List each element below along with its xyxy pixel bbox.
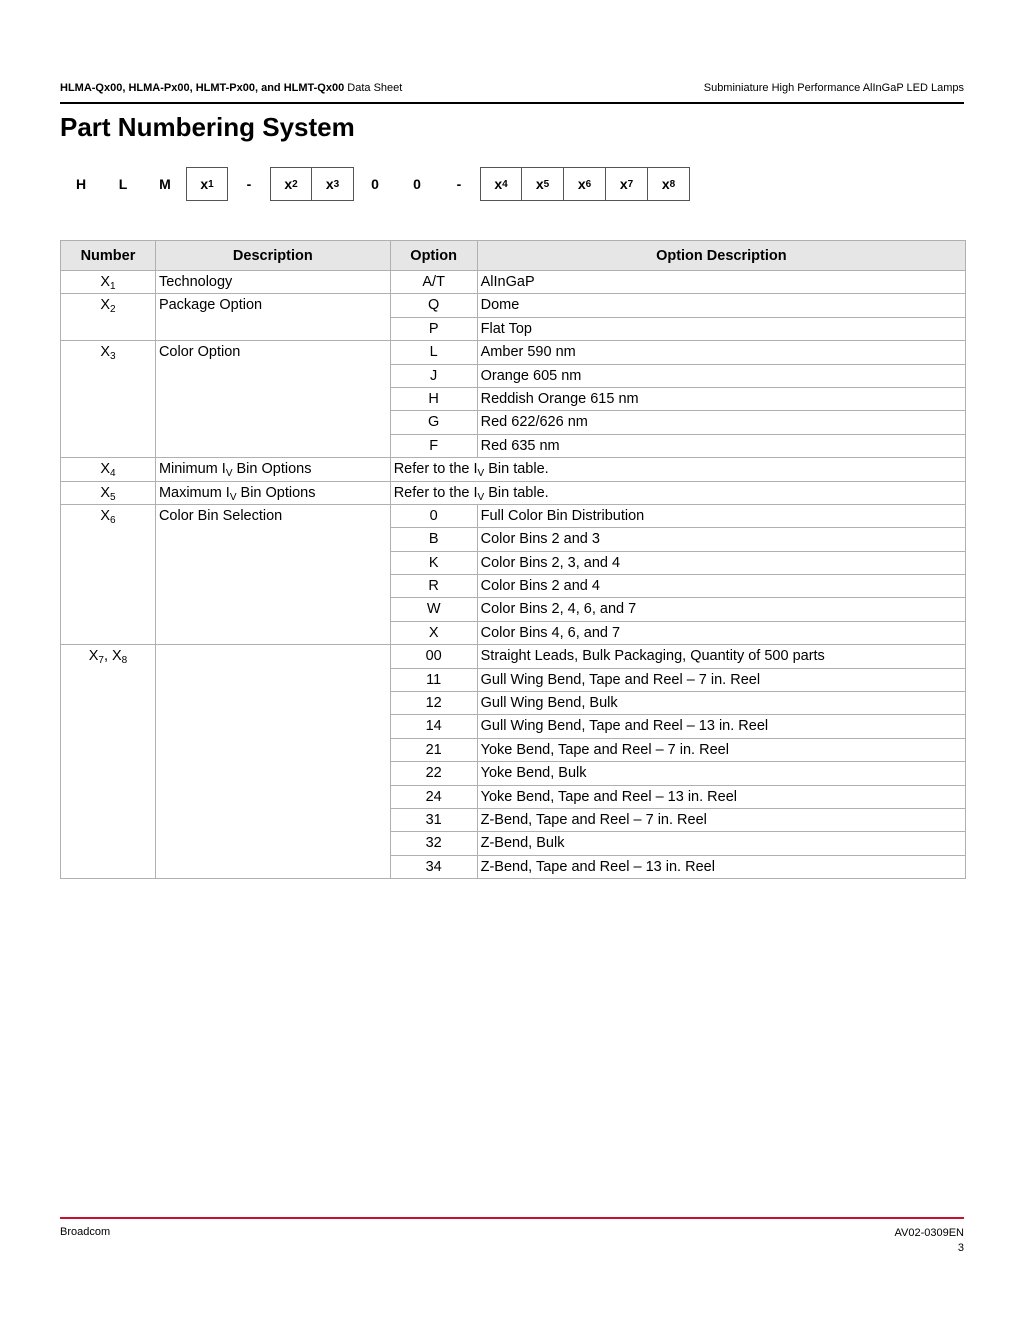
part-number-text: x bbox=[325, 176, 334, 192]
description-text: Bin Options bbox=[236, 484, 316, 501]
description-cell: Color Bin Selection bbox=[155, 504, 390, 644]
option-description-cell: Reddish Orange 615 nm bbox=[477, 387, 965, 410]
part-number-subscript: 3 bbox=[333, 178, 340, 190]
number-subscript: 1 bbox=[110, 281, 116, 292]
part-number-subscript: 7 bbox=[627, 178, 634, 190]
part-number-box bbox=[648, 167, 690, 201]
number-text: , X bbox=[103, 648, 122, 665]
number-subscript: 5 bbox=[110, 491, 116, 503]
part-number-text: x bbox=[577, 176, 586, 192]
option-text: Refer to the I bbox=[393, 484, 478, 501]
option-cell: L bbox=[390, 341, 477, 364]
option-description-cell: Yoke Bend, Bulk bbox=[477, 762, 965, 785]
option-description-cell: AlInGaP bbox=[477, 271, 965, 294]
option-description-cell: Gull Wing Bend, Tape and Reel – 13 in. Reel bbox=[477, 715, 965, 738]
option-text: Bin table. bbox=[484, 484, 549, 501]
number-subscript: 3 bbox=[110, 351, 116, 363]
part-number-text: - bbox=[246, 176, 252, 192]
option-description-cell: Straight Leads, Bulk Packaging, Quantity of 500 parts bbox=[477, 645, 965, 668]
table-row bbox=[61, 271, 966, 294]
page-header bbox=[60, 80, 964, 104]
option-cell: 22 bbox=[390, 762, 477, 785]
number-cell bbox=[61, 481, 156, 504]
part-number-diagram bbox=[60, 167, 690, 201]
part-number-char bbox=[438, 167, 480, 201]
table-row bbox=[61, 341, 966, 364]
part-number-box bbox=[312, 167, 354, 201]
column-header: Number bbox=[61, 241, 156, 271]
footer-company: Broadcom bbox=[60, 1226, 111, 1238]
part-number-char bbox=[144, 167, 186, 201]
number-subscript: 8 bbox=[121, 655, 128, 667]
option-cell: 21 bbox=[390, 738, 477, 761]
option-cell: A/T bbox=[390, 271, 477, 294]
part-number-text: 0 bbox=[413, 176, 421, 192]
option-cell: X bbox=[390, 621, 477, 644]
option-description-cell: Gull Wing Bend, Bulk bbox=[477, 692, 965, 715]
table-row bbox=[61, 504, 966, 527]
number-cell bbox=[61, 271, 156, 294]
page-title: Part Numbering System bbox=[60, 112, 355, 142]
option-description-cell: Dome bbox=[477, 294, 965, 317]
part-number-char bbox=[354, 167, 396, 201]
table-row bbox=[61, 294, 966, 317]
option-cell: 11 bbox=[390, 668, 477, 691]
number-text: X bbox=[100, 461, 111, 478]
part-number-text: L bbox=[118, 176, 128, 192]
option-cell: 12 bbox=[390, 692, 477, 715]
part-number-text: x bbox=[494, 176, 503, 192]
option-cell: W bbox=[390, 598, 477, 621]
description-cell bbox=[155, 458, 390, 481]
part-number-text: x bbox=[200, 176, 209, 192]
header-doc-title: HLMA-Qx00, HLMA-Px00, HLMT-Px00, and HLMT-Qx00 Data Sheet bbox=[60, 82, 403, 94]
option-description-cell: Z-Bend, Tape and Reel – 7 in. Reel bbox=[477, 808, 965, 831]
number-subscript: 2 bbox=[110, 304, 116, 316]
merged-option-cell bbox=[390, 481, 965, 504]
part-number-box bbox=[480, 167, 522, 201]
option-cell: 24 bbox=[390, 785, 477, 808]
number-text: X bbox=[100, 297, 111, 314]
description-text: Minimum I bbox=[158, 461, 226, 478]
number-cell bbox=[61, 341, 156, 458]
description-cell bbox=[155, 645, 390, 879]
number-subscript: 7 bbox=[98, 655, 104, 667]
part-number-text: x bbox=[284, 176, 293, 192]
part-number-text: - bbox=[456, 176, 462, 192]
option-description-cell: Z-Bend, Bulk bbox=[477, 832, 965, 855]
number-text: X bbox=[100, 274, 111, 290]
footer-doc-info bbox=[894, 1226, 964, 1256]
description-cell bbox=[155, 481, 390, 504]
part-number-box bbox=[606, 167, 648, 201]
option-cell: G bbox=[390, 411, 477, 434]
option-cell: 14 bbox=[390, 715, 477, 738]
part-number-text: x bbox=[535, 176, 544, 192]
part-number-box bbox=[270, 167, 312, 201]
option-cell: H bbox=[390, 387, 477, 410]
part-number-char bbox=[60, 167, 102, 201]
option-description-cell: Orange 605 nm bbox=[477, 364, 965, 387]
part-number-text: 0 bbox=[371, 176, 379, 192]
description-cell: Technology bbox=[155, 271, 390, 294]
option-description-cell: Color Bins 2 and 4 bbox=[477, 575, 965, 598]
option-cell: R bbox=[390, 575, 477, 598]
option-cell: P bbox=[390, 317, 477, 340]
part-number-char bbox=[228, 167, 270, 201]
number-cell bbox=[61, 504, 156, 644]
option-description-cell: Color Bins 2, 4, 6, and 7 bbox=[477, 598, 965, 621]
footer-doc-id: AV02-0309EN bbox=[894, 1227, 964, 1239]
option-cell: F bbox=[390, 434, 477, 457]
table-header-row bbox=[61, 241, 966, 271]
option-cell: J bbox=[390, 364, 477, 387]
page-footer bbox=[60, 1217, 964, 1254]
page-number: 3 bbox=[957, 1242, 964, 1254]
part-number-text: H bbox=[75, 176, 87, 192]
part-number-box bbox=[522, 167, 564, 201]
part-number-subscript: 8 bbox=[669, 178, 676, 190]
option-description-cell: Color Bins 4, 6, and 7 bbox=[477, 621, 965, 644]
column-header: Description bbox=[155, 241, 390, 271]
part-number-box bbox=[564, 167, 606, 201]
option-cell: K bbox=[390, 551, 477, 574]
part-number-text: x bbox=[619, 176, 628, 192]
table-row bbox=[61, 481, 966, 504]
description-subscript: V bbox=[225, 468, 233, 480]
option-cell: B bbox=[390, 528, 477, 551]
option-cell: 34 bbox=[390, 855, 477, 878]
option-description-cell: Color Bins 2 and 3 bbox=[477, 528, 965, 551]
option-description-cell: Amber 590 nm bbox=[477, 341, 965, 364]
option-description-cell: Gull Wing Bend, Tape and Reel – 7 in. Reel bbox=[477, 668, 965, 691]
table-row bbox=[61, 645, 966, 668]
part-number-subscript: 1 bbox=[208, 178, 214, 190]
option-subscript: V bbox=[477, 491, 485, 503]
option-cell: 32 bbox=[390, 832, 477, 855]
description-cell: Color Option bbox=[155, 341, 390, 458]
number-subscript: 6 bbox=[110, 514, 116, 526]
option-description-cell: Flat Top bbox=[477, 317, 965, 340]
part-number-subscript: 2 bbox=[292, 178, 298, 190]
option-cell: 31 bbox=[390, 808, 477, 831]
part-number-subscript: 4 bbox=[502, 178, 508, 190]
option-description-cell: Red 622/626 nm bbox=[477, 411, 965, 434]
number-text: X bbox=[100, 484, 111, 501]
option-cell: 0 bbox=[390, 504, 477, 527]
number-text: X bbox=[100, 344, 111, 361]
option-text: Refer to the I bbox=[393, 461, 478, 478]
description-subscript: V bbox=[229, 491, 237, 503]
part-number-subscript: 5 bbox=[543, 178, 550, 190]
number-text: X bbox=[100, 507, 111, 524]
table-row bbox=[61, 458, 966, 481]
part-number-subscript: 6 bbox=[585, 178, 592, 190]
option-subscript: V bbox=[477, 468, 485, 480]
merged-option-cell bbox=[390, 458, 965, 481]
part-number-char bbox=[102, 167, 144, 201]
option-text: Bin table. bbox=[484, 461, 549, 478]
option-cell: 00 bbox=[390, 645, 477, 668]
description-text: Bin Options bbox=[232, 461, 312, 478]
option-description-cell: Red 635 nm bbox=[477, 434, 965, 457]
column-header: Option Description bbox=[477, 241, 965, 271]
header-product-name: Subminiature High Performance AlInGaP LED Lamps bbox=[703, 82, 964, 94]
description-cell: Package Option bbox=[155, 294, 390, 341]
part-number-box bbox=[186, 167, 228, 201]
part-number-char bbox=[396, 167, 438, 201]
part-number-text: x bbox=[661, 176, 670, 192]
option-description-cell: Full Color Bin Distribution bbox=[477, 504, 965, 527]
column-header: Option bbox=[390, 241, 477, 271]
option-description-cell: Yoke Bend, Tape and Reel – 13 in. Reel bbox=[477, 785, 965, 808]
option-description-cell: Color Bins 2, 3, and 4 bbox=[477, 551, 965, 574]
number-cell bbox=[61, 645, 156, 879]
option-description-cell: Z-Bend, Tape and Reel – 13 in. Reel bbox=[477, 855, 965, 878]
number-cell bbox=[61, 458, 156, 481]
part-number-text: M bbox=[159, 176, 171, 192]
description-text: Maximum I bbox=[158, 484, 230, 501]
part-numbering-table bbox=[60, 240, 966, 879]
option-cell: Q bbox=[390, 294, 477, 317]
number-cell bbox=[61, 294, 156, 341]
number-text: X bbox=[88, 648, 99, 665]
number-subscript: 4 bbox=[110, 468, 116, 480]
option-description-cell: Yoke Bend, Tape and Reel – 7 in. Reel bbox=[477, 738, 965, 761]
